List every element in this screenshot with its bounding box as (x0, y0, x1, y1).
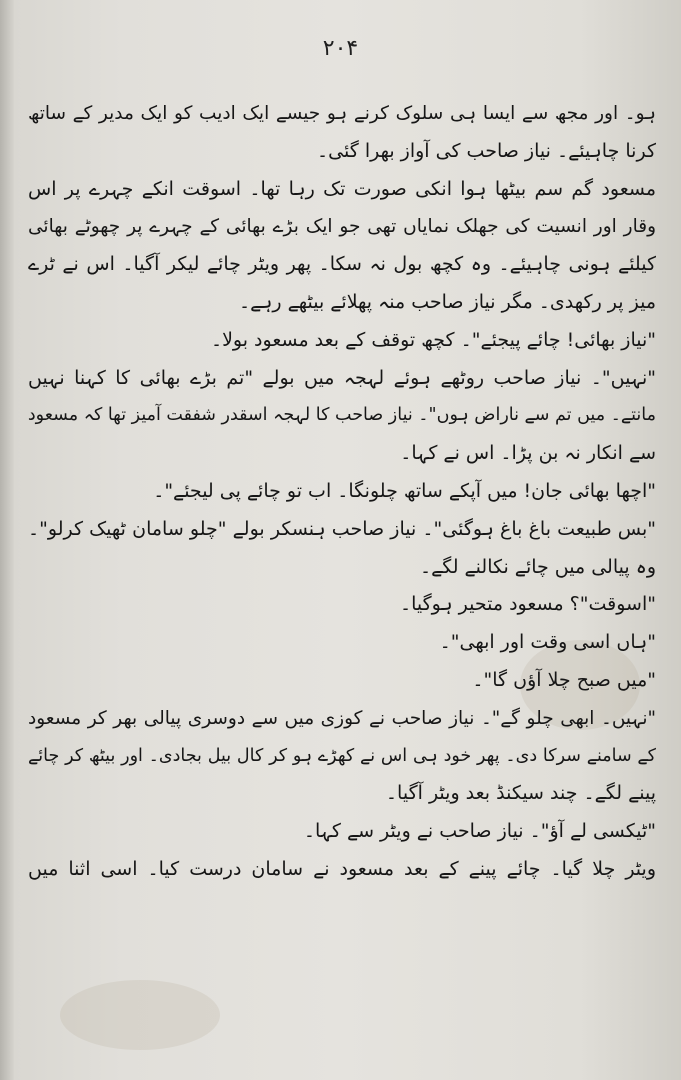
text-line: وہ پیالی میں چائے نکالنے لگے۔ (419, 555, 656, 578)
text-line: "اسوقت"؟ مسعود متحیر ہوگیا۔ (399, 593, 656, 616)
text-line: "نہیں"۔ نیاز صاحب روٹھے ہوئے لہجہ میں بولے "تم بڑے بھائی کا کہنا نہیں (28, 366, 656, 389)
text-line: "میں صبح چلا آؤں گا"۔ (472, 668, 656, 691)
text-line: "بس طبیعت باغ باغ ہوگئی"۔ نیاز صاحب ہنسکر بولے "چلو سامان ٹھیک کرلو"۔ (28, 517, 656, 540)
page-number: ۲۰۴ (322, 36, 359, 61)
text-line: "نیاز بھائی! چائے پیجئے"۔ کچھ توقف کے بعد مسعود بولا۔ (210, 328, 656, 351)
text-line: مانتے۔ میں تم سے ناراض ہوں"۔ نیاز صاحب کا لہجہ اسقدر شفقت آمیز تھا کہ مسعود (28, 405, 656, 426)
text-line: "ٹیکسی لے آؤ"۔ نیاز صاحب نے ویٹر سے کہا۔ (303, 820, 656, 843)
text-line: "نہیں۔ ابھی چلو گے"۔ نیاز صاحب نے کوزی میں سے دوسری پیالی بھر کر مسعود (28, 707, 656, 729)
text-line: میز پر رکھدی۔ مگر نیاز صاحب منہ پھلائے بیٹھے رہے۔ (238, 290, 656, 313)
text-line: "اچھا بھائی جان! میں آپکے ساتھ چلونگا۔ اب تو چائے پی لیجئے"۔ (153, 479, 656, 502)
page-spine-shadow (0, 0, 14, 1080)
text-line: کے سامنے سرکا دی۔ پھر خود ہی اس نے کھڑے ہو کر کال بیل بجادی۔ اور بیٹھ کر چائے (28, 745, 656, 766)
text-line: ویٹر چلا گیا۔ چائے پینے کے بعد مسعود نے سامان درست کیا۔ اسی اثنا میں (28, 857, 656, 880)
text-line: ہو۔ اور مجھ سے ایسا ہی سلوک کرنے ہو جیسے ایک ادیب کو ایک مدیر کے ساتھ (28, 103, 656, 124)
text-line: پینے لگے۔ چند سیکنڈ بعد ویٹر آگیا۔ (385, 782, 656, 805)
text-line: وقار اور انسیت کی جھلک نمایاں تھی جو ایک بڑے بھائی کے چہرے پر چھوٹے بھائی (28, 216, 656, 238)
text-line: مسعود گم سم بیٹھا ہوا انکی صورت تک رہا تھا۔ اسوقت انکے چہرے پر اس (28, 177, 656, 200)
paper-stain (60, 980, 220, 1050)
text-line: سے انکار نہ بن پڑا۔ اس نے کہا۔ (400, 442, 656, 465)
text-line: "ہاں اسی وقت اور ابھی"۔ (439, 631, 656, 654)
text-line: کیلئے ہونی چاہیئے۔ وہ کچھ بول نہ سکا۔ پھر ویٹر چائے لیکر آگیا۔ اس نے ٹرے (28, 253, 656, 276)
urdu-text-block (28, 95, 656, 889)
text-line: کرنا چاہیئے۔ نیاز صاحب کی آواز بھرا گئی۔ (317, 139, 656, 162)
